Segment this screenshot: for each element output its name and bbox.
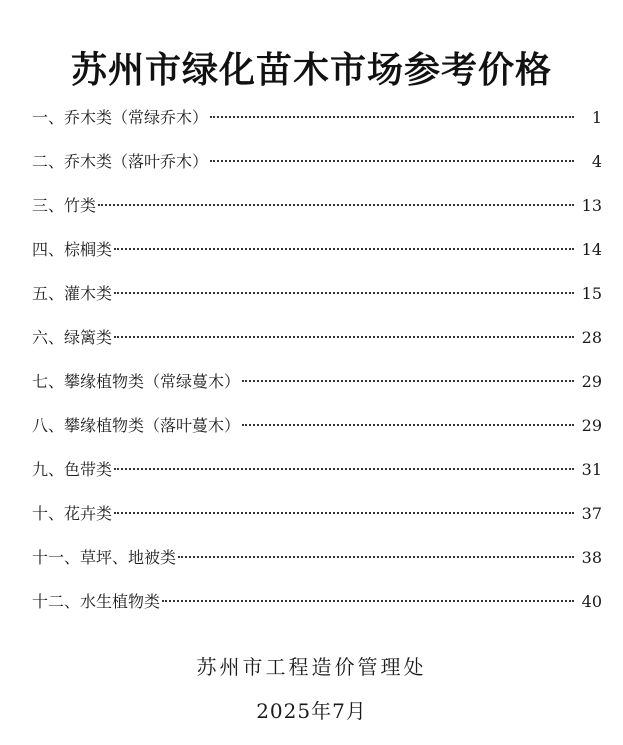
toc-entry-4 xyxy=(32,236,602,280)
toc-entry-label: 十二、水生植物类 xyxy=(32,592,161,611)
dot-leader xyxy=(114,468,574,470)
toc-entry-label: 六、绿篱类 xyxy=(32,328,113,347)
issue-date: 2025年7月 xyxy=(256,699,367,723)
toc-entry-label: 五、灌木类 xyxy=(32,284,113,303)
document-title: 苏州市绿化苗木市场参考价格 xyxy=(70,50,552,92)
issuing-organization: 苏州市工程造价管理处 xyxy=(196,655,427,679)
toc-entry-8 xyxy=(32,412,602,456)
table-of-contents xyxy=(32,104,602,632)
toc-entry-label: 十一、草坪、地被类 xyxy=(32,548,177,567)
dot-leader xyxy=(114,336,574,338)
dot-leader xyxy=(114,248,574,250)
dot-leader xyxy=(210,116,574,118)
dot-leader xyxy=(114,292,574,294)
toc-entry-page: 4 xyxy=(591,152,602,171)
toc-entry-label: 九、色带类 xyxy=(32,460,113,479)
toc-entry-label: 十、花卉类 xyxy=(32,504,113,523)
toc-entry-label: 八、攀缘植物类（落叶蔓木） xyxy=(32,416,241,435)
dot-leader xyxy=(162,600,574,602)
dot-leader xyxy=(178,556,574,558)
toc-entry-label: 二、乔木类（落叶乔木） xyxy=(32,152,209,171)
toc-entry-5 xyxy=(32,280,602,324)
dot-leader xyxy=(114,512,574,514)
toc-entry-page: 37 xyxy=(581,504,602,523)
toc-entry-page: 38 xyxy=(581,548,602,567)
toc-entry-page: 31 xyxy=(581,460,602,479)
dot-leader xyxy=(242,380,574,382)
dot-leader xyxy=(242,424,574,426)
toc-entry-label: 一、乔木类（常绿乔木） xyxy=(32,108,209,127)
toc-entry-6 xyxy=(32,324,602,368)
toc-entry-label: 三、竹类 xyxy=(32,196,97,215)
dot-leader xyxy=(210,160,574,162)
toc-entry-label: 四、棕榈类 xyxy=(32,240,113,259)
toc-entry-page: 13 xyxy=(581,196,602,215)
toc-entry-page: 29 xyxy=(581,372,602,391)
toc-entry-3 xyxy=(32,192,602,236)
dot-leader xyxy=(98,204,574,206)
toc-entry-page: 15 xyxy=(581,284,602,303)
toc-entry-2 xyxy=(32,148,602,192)
toc-entry-7 xyxy=(32,368,602,412)
toc-entry-11 xyxy=(32,544,602,588)
toc-entry-1 xyxy=(32,104,602,148)
toc-entry-page: 1 xyxy=(591,108,602,127)
toc-entry-page: 40 xyxy=(581,592,602,611)
toc-entry-page: 28 xyxy=(581,328,602,347)
toc-entry-page: 29 xyxy=(581,416,602,435)
toc-entry-label: 七、攀缘植物类（常绿蔓木） xyxy=(32,372,241,391)
toc-entry-9 xyxy=(32,456,602,500)
toc-entry-page: 14 xyxy=(581,240,602,259)
toc-entry-10 xyxy=(32,500,602,544)
toc-entry-12 xyxy=(32,588,602,632)
